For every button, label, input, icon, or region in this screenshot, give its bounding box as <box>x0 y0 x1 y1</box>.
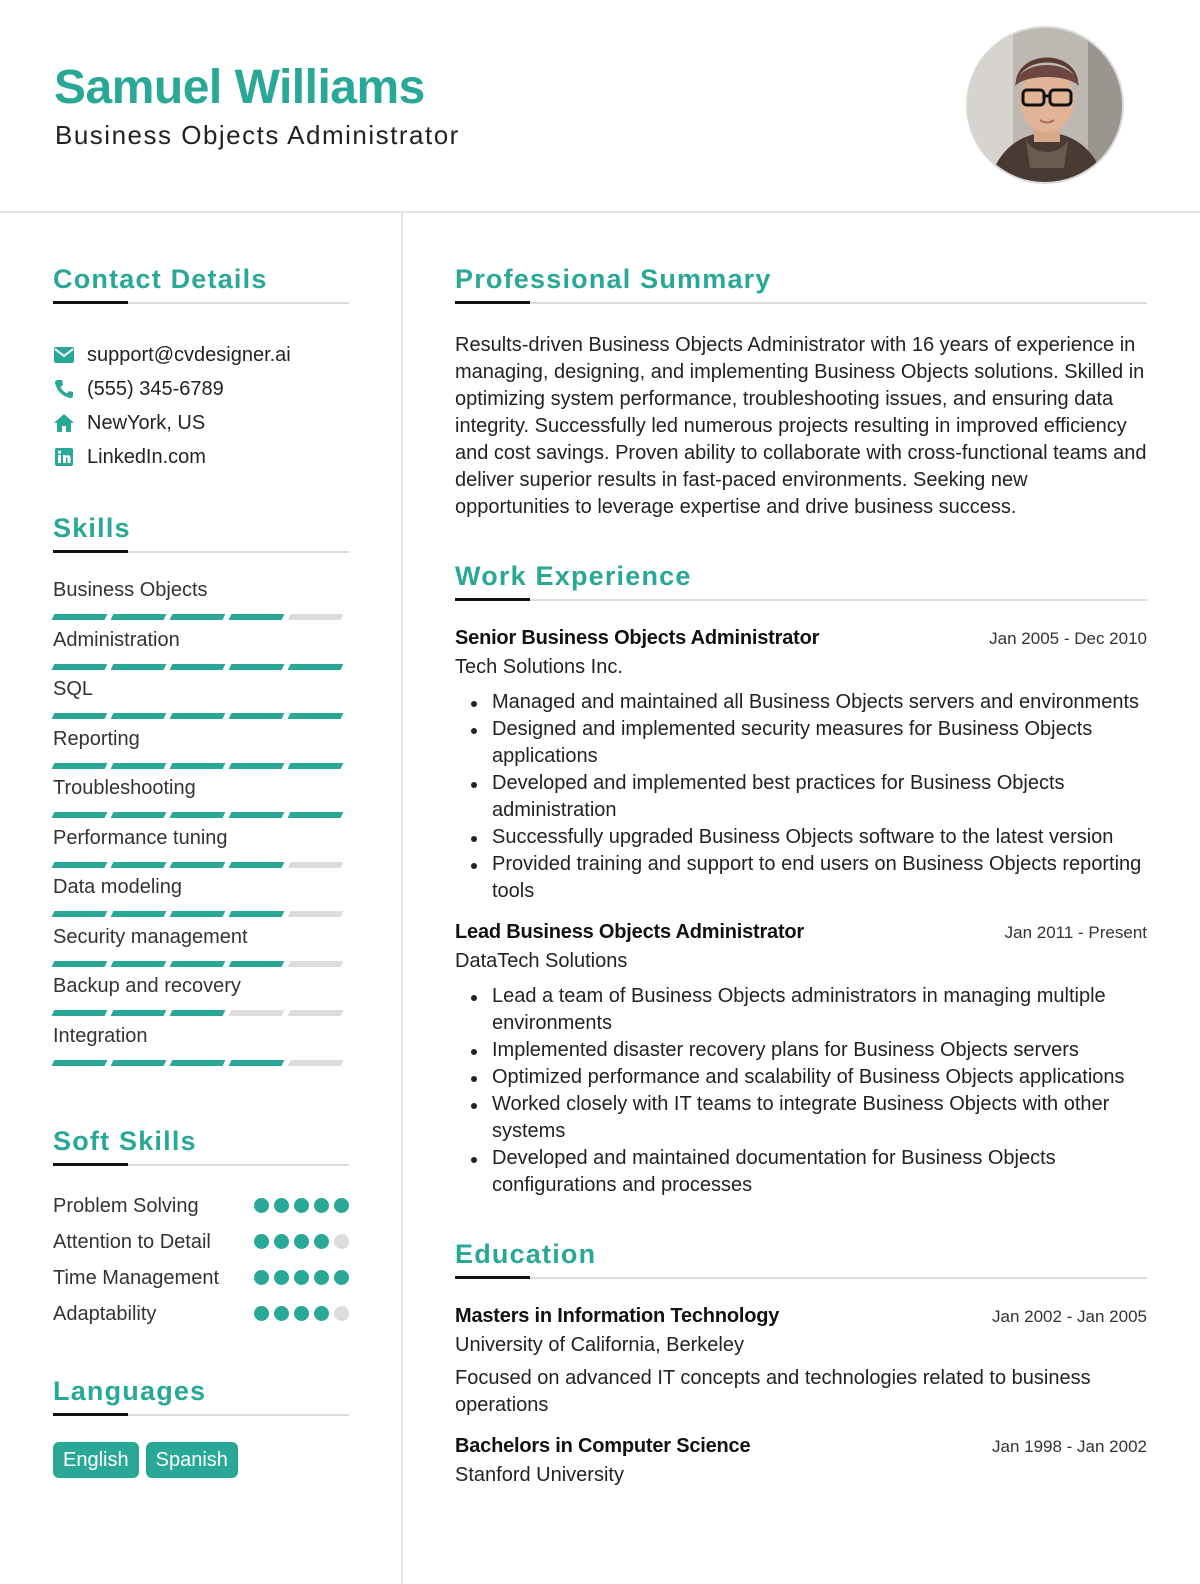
education-school: Stanford University <box>455 1464 624 1486</box>
candidate-name: Samuel Williams <box>54 61 425 114</box>
soft-skill-rating-dot <box>294 1270 309 1285</box>
job-bullet: Optimized performance and scalability of Business Objects applications <box>492 1064 1147 1091</box>
soft-skill-rating-dot <box>294 1198 309 1213</box>
skill-rating-segment <box>52 1060 108 1066</box>
contact-email[interactable] <box>53 338 349 372</box>
skill-rating-segment <box>170 812 226 818</box>
skill-rating-segment <box>229 862 285 868</box>
phone-icon <box>53 378 75 400</box>
skill-rating-segment <box>288 1060 344 1066</box>
skill-rating-segment <box>170 614 226 620</box>
skill-rating-segment <box>170 1060 226 1066</box>
soft-skill-name: Adaptability <box>53 1303 157 1325</box>
skill-rating-segment <box>111 713 167 719</box>
education-degree: Masters in Information Technology <box>455 1305 780 1327</box>
skill-rating-segment <box>288 1010 344 1016</box>
skills-list <box>53 579 349 1074</box>
column-divider <box>401 213 403 1584</box>
job-bullet: Successfully upgraded Business Objects software to the latest version <box>492 824 1147 851</box>
skills-section <box>53 513 349 1074</box>
soft-skills-heading: Soft Skills <box>53 1126 197 1156</box>
contact-heading: Contact Details <box>53 264 268 294</box>
right-column <box>455 213 1147 1487</box>
soft-skill-item <box>53 1264 349 1292</box>
soft-skill-rating-dot <box>334 1234 349 1249</box>
soft-skills-list <box>53 1192 349 1328</box>
soft-skill-rating-dots <box>254 1192 349 1220</box>
skill-rating-segment <box>229 664 285 670</box>
envelope-icon <box>53 344 75 366</box>
job-bullets <box>455 983 1147 1199</box>
soft-skill-rating-dot <box>274 1270 289 1285</box>
soft-skill-rating-dot <box>294 1306 309 1321</box>
education-heading: Education <box>455 1239 597 1269</box>
soft-skill-rating-dot <box>274 1198 289 1213</box>
skill-name: Security management <box>53 925 248 948</box>
soft-skill-rating-dots <box>254 1264 349 1292</box>
skill-rating-segment <box>229 812 285 818</box>
skill-name: Business Objects <box>53 579 208 601</box>
soft-skill-rating-dot <box>334 1270 349 1285</box>
education-entry <box>455 1435 1147 1487</box>
skill-rating-segment <box>288 614 344 620</box>
education-school: University of California, Berkeley <box>455 1334 744 1356</box>
job-bullet: Worked closely with IT teams to integrate Business Objects with other systems <box>492 1091 1147 1145</box>
experience-heading: Work Experience <box>455 561 692 591</box>
contact-phone-text: (555) 345-6789 <box>87 377 224 400</box>
soft-skill-rating-dots <box>254 1300 349 1328</box>
skill-rating-segment <box>229 1010 285 1016</box>
education-degree: Bachelors in Computer Science <box>455 1435 751 1457</box>
contact-linkedin[interactable] <box>53 440 349 474</box>
skill-item <box>53 629 349 679</box>
section-rule <box>455 1277 1147 1279</box>
skill-rating-segment <box>111 1010 167 1016</box>
skill-rating-segment <box>111 812 167 818</box>
skill-rating-segment <box>288 911 344 917</box>
home-icon <box>53 412 75 434</box>
contact-phone[interactable] <box>53 372 349 406</box>
skill-rating-segment <box>52 961 108 967</box>
soft-skill-rating-dot <box>334 1198 349 1213</box>
education-description: Focused on advanced IT concepts and technologies related to business operations <box>455 1367 1091 1416</box>
section-rule <box>455 302 1147 304</box>
skill-rating-segment <box>170 862 226 868</box>
contact-linkedin-text: LinkedIn.com <box>87 445 206 468</box>
soft-skill-rating-dot <box>254 1234 269 1249</box>
language-pill: Spanish <box>146 1442 238 1478</box>
languages-list <box>53 1442 349 1478</box>
resume-header <box>0 0 1200 213</box>
job-bullet: Developed and implemented best practices for Business Objects administration <box>492 770 1147 824</box>
skill-rating-bars <box>53 763 349 769</box>
job-date: Jan 2011 - Present <box>1004 923 1147 942</box>
skill-item <box>53 975 349 1025</box>
languages-heading: Languages <box>53 1376 207 1406</box>
soft-skill-rating-dots <box>254 1228 349 1256</box>
skill-rating-bars <box>53 1010 349 1016</box>
skill-rating-segment <box>288 664 344 670</box>
job-date: Jan 2005 - Dec 2010 <box>989 629 1147 648</box>
job-title: Senior Business Objects Administrator <box>455 627 820 649</box>
job-bullet: Lead a team of Business Objects administrators in managing multiple environments <box>492 983 1147 1037</box>
job-entry <box>455 921 1147 1199</box>
skill-rating-bars <box>53 713 349 719</box>
skill-rating-segment <box>170 664 226 670</box>
skill-item <box>53 876 349 926</box>
skill-rating-segment <box>111 763 167 769</box>
skill-rating-segment <box>170 763 226 769</box>
education-header <box>455 1305 1147 1328</box>
skill-rating-segment <box>111 1060 167 1066</box>
soft-skill-item <box>53 1300 349 1328</box>
soft-skill-rating-dot <box>314 1270 329 1285</box>
language-pill: English <box>53 1442 139 1478</box>
soft-skill-item <box>53 1228 349 1256</box>
skill-item <box>53 827 349 877</box>
skill-rating-segment <box>229 961 285 967</box>
soft-skill-rating-dot <box>254 1306 269 1321</box>
job-bullet: Implemented disaster recovery plans for Business Objects servers <box>492 1037 1147 1064</box>
skill-rating-segment <box>52 862 108 868</box>
skill-name: Backup and recovery <box>53 975 241 997</box>
skill-rating-bars <box>53 614 349 620</box>
job-header <box>455 921 1147 944</box>
skill-item <box>53 678 349 728</box>
skill-rating-segment <box>229 614 285 620</box>
job-bullet: Provided training and support to end users on Business Objects reporting tools <box>492 851 1147 905</box>
education-date: Jan 2002 - Jan 2005 <box>991 1307 1147 1326</box>
section-rule <box>53 551 349 553</box>
summary-text: Results-driven Business Objects Administrator with 16 years of experience in managing, designing, and implementing Business Objects solutions. Skilled in optimizing system performance, troubleshooting issues, and ensuring data integrity. Successfully led numerous projects resulting in improved efficiency and cost savings. Proven ability to collaborate with cross-functional teams and deliver superior results in fast-paced environments. Seeking new opportunities to leverage expertise and drive business success. <box>455 334 1147 518</box>
skill-rating-segment <box>111 961 167 967</box>
soft-skill-rating-dot <box>274 1234 289 1249</box>
skill-name: Administration <box>53 628 180 651</box>
soft-skills-section <box>53 1126 349 1328</box>
experience-section <box>455 561 1147 1199</box>
skill-rating-segment <box>52 713 108 719</box>
skill-name: Integration <box>53 1024 148 1047</box>
summary-heading: Professional Summary <box>455 264 772 294</box>
skill-rating-segment <box>229 911 285 917</box>
skill-item <box>53 777 349 827</box>
skill-rating-bars <box>53 862 349 868</box>
skill-rating-segment <box>288 961 344 967</box>
skill-item <box>53 728 349 778</box>
soft-skill-rating-dot <box>314 1234 329 1249</box>
skill-name: Performance tuning <box>53 826 228 849</box>
jobs-list <box>455 627 1147 1199</box>
education-section <box>455 1239 1147 1487</box>
linkedin-icon <box>53 446 75 468</box>
profile-photo <box>966 26 1124 184</box>
skill-rating-bars <box>53 961 349 967</box>
skill-rating-segment <box>111 862 167 868</box>
skill-rating-bars <box>53 664 349 670</box>
skill-rating-segment <box>288 812 344 818</box>
skill-rating-segment <box>229 713 285 719</box>
soft-skill-name: Attention to Detail <box>53 1231 211 1253</box>
summary-section <box>455 264 1147 521</box>
skill-rating-segment <box>288 713 344 719</box>
skill-item <box>53 926 349 976</box>
skill-rating-segment <box>170 961 226 967</box>
skill-rating-bars <box>53 1060 349 1066</box>
skill-rating-segment <box>170 911 226 917</box>
skill-rating-segment <box>111 664 167 670</box>
skill-rating-segment <box>288 763 344 769</box>
skill-rating-segment <box>170 713 226 719</box>
job-title: Lead Business Objects Administrator <box>455 921 805 943</box>
skill-rating-segment <box>52 812 108 818</box>
job-company: Tech Solutions Inc. <box>455 656 623 678</box>
skill-rating-segment <box>52 1010 108 1016</box>
job-bullet: Developed and maintained documentation for Business Objects configurations and processes <box>492 1145 1147 1199</box>
job-bullet: Designed and implemented security measures for Business Objects applications <box>492 716 1147 770</box>
soft-skill-name: Time Management <box>53 1267 219 1289</box>
skill-name: Reporting <box>53 727 140 750</box>
job-entry <box>455 627 1147 905</box>
skill-rating-segment <box>229 763 285 769</box>
job-header <box>455 627 1147 650</box>
skill-rating-segment <box>229 1060 285 1066</box>
job-company: DataTech Solutions <box>455 950 628 972</box>
soft-skill-rating-dot <box>254 1270 269 1285</box>
soft-skill-name: Problem Solving <box>53 1195 199 1217</box>
contact-location-text: NewYork, US <box>87 411 206 434</box>
profile-photo-image <box>968 28 1124 184</box>
section-rule <box>455 599 1147 601</box>
contact-section <box>53 264 349 474</box>
contact-location <box>53 406 349 440</box>
soft-skill-item <box>53 1192 349 1220</box>
skill-rating-bars <box>53 812 349 818</box>
skill-rating-segment <box>288 862 344 868</box>
skill-name: SQL <box>53 678 94 700</box>
contact-email-text: support@cvdesigner.ai <box>87 343 291 366</box>
skill-rating-segment <box>170 1010 226 1016</box>
skill-rating-segment <box>111 614 167 620</box>
languages-section <box>53 1376 349 1478</box>
soft-skill-rating-dot <box>334 1306 349 1321</box>
skill-item <box>53 579 349 629</box>
skill-rating-segment <box>52 763 108 769</box>
left-column <box>53 213 349 1478</box>
candidate-title: Business Objects Administrator <box>55 120 460 150</box>
skill-rating-segment <box>52 614 108 620</box>
skills-heading: Skills <box>53 513 131 543</box>
soft-skill-rating-dot <box>254 1198 269 1213</box>
section-rule <box>53 1164 349 1166</box>
soft-skill-rating-dot <box>294 1234 309 1249</box>
job-bullet: Managed and maintained all Business Objects servers and environments <box>492 689 1147 716</box>
skill-rating-segment <box>52 911 108 917</box>
education-entry <box>455 1305 1147 1419</box>
skill-name: Data modeling <box>53 876 182 898</box>
section-rule <box>53 302 349 304</box>
skill-rating-segment <box>111 911 167 917</box>
skill-rating-bars <box>53 911 349 917</box>
job-bullets <box>455 689 1147 905</box>
education-date: Jan 1998 - Jan 2002 <box>991 1437 1147 1456</box>
education-list <box>455 1305 1147 1487</box>
soft-skill-rating-dot <box>274 1306 289 1321</box>
section-rule <box>53 1414 349 1416</box>
skill-name: Troubleshooting <box>53 777 196 799</box>
skill-rating-segment <box>52 664 108 670</box>
education-header <box>455 1435 1147 1458</box>
soft-skill-rating-dot <box>314 1198 329 1213</box>
soft-skill-rating-dot <box>314 1306 329 1321</box>
contact-list <box>53 338 349 474</box>
skill-item <box>53 1025 349 1075</box>
